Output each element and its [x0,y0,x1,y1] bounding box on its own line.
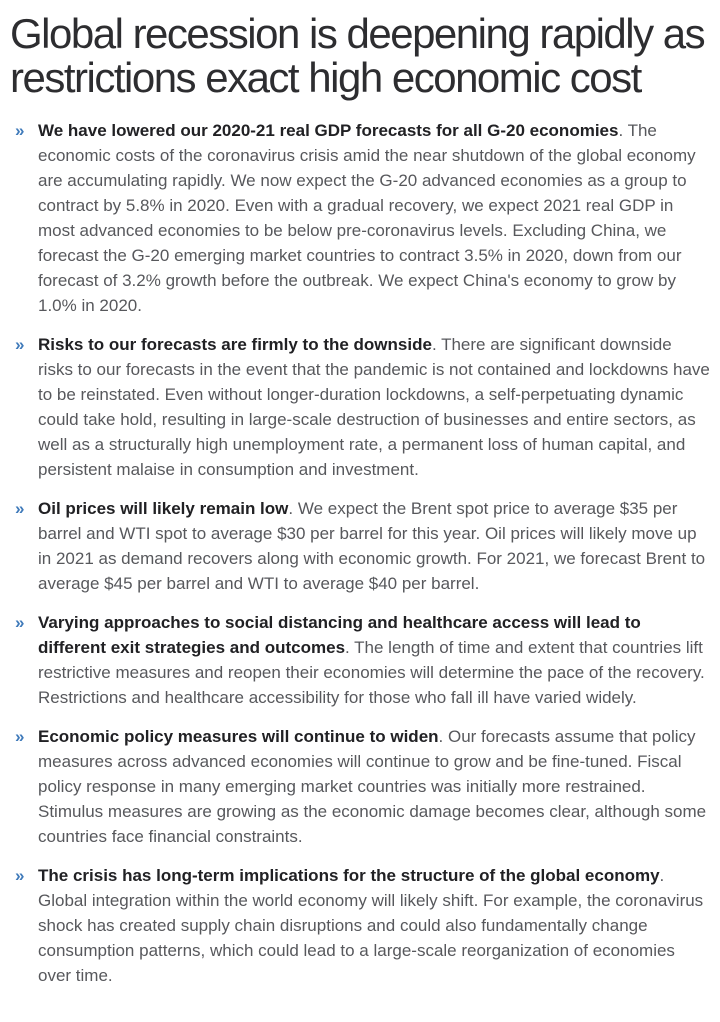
bullet-body-text: . Global integration within the world economy will likely shift. For example, the coronavirus shock has created supply chain disruptions and could also fundamentally change consumption patterns, which could lead to a large-scale reorganization of economies over time. [38,866,704,985]
bullet-lead-text: Varying approaches to social distancing and healthcare access will lead to different exit strategies and outcomes [38,613,641,657]
bullet-lead-text: The crisis has long-term implications for the structure of the global economy [38,866,660,885]
bullet-body-text: . We expect the Brent spot price to average $35 per barrel and WTI spot to average $30 per barrel for this year. Oil prices will likely move up in 2021 as demand recovers along with economic growth. For 2021, we forecast Brent to average $45 per barrel and WTI to average $40 per barrel. [38,499,706,593]
bullet-body-text: . There are significant downside risks to our forecasts in the event that the pandemic is not contained and lockdowns have to be reinstated. Even without longer-duration lockdowns, a self-perpetuating dynamic could take hold, resulting in large-scale destruction of businesses and entire sectors, as well as a structurally high unemployment rate, a permanent loss of human capital, and persistent malaise in consumption and investment. [38,335,710,479]
bullet-item [10,496,710,596]
double-chevron-bullet-icon: » [15,866,25,885]
bullet-item [10,863,710,988]
bullet-lead-text: We have lowered our 2020-21 real GDP forecasts for all G-20 economies [38,121,619,140]
bullet-item [10,724,710,849]
key-points-list [10,118,710,988]
double-chevron-bullet-icon: » [15,499,25,518]
bullet-body-text: . The economic costs of the coronavirus crisis amid the near shutdown of the global economy are accumulating rapidly. We now expect the G-20 advanced economies as a group to contract by 5.8% in 2020. Even with a gradual recovery, we expect 2021 real GDP in most advanced economies to be below pre-coronavirus levels. Excluding China, we forecast the G-20 emerging market countries to contract 3.5% in 2020, down from our forecast of 3.2% growth before the outbreak. We expect China's economy to grow by 1.0% in 2020. [38,121,696,315]
bullet-body-text: . Our forecasts assume that policy measures across advanced economies will continue to grow and be fine-tuned. Fiscal policy response in many emerging market countries was initially more restrained. Stimulus measures are growing as the economic damage becomes clear, although some countries face financial constraints. [38,727,707,846]
page-title: Global recession is deepening rapidly as restrictions exact high economic cost [10,10,705,101]
bullet-item [10,332,710,482]
bullet-lead-text: Risks to our forecasts are firmly to the downside [38,335,432,354]
double-chevron-bullet-icon: » [15,727,25,746]
bullet-item [10,118,710,318]
bullet-item [10,610,710,710]
double-chevron-bullet-icon: » [15,335,25,354]
bullet-lead-text: Economic policy measures will continue to widen [38,727,439,746]
double-chevron-bullet-icon: » [15,121,25,140]
double-chevron-bullet-icon: » [15,613,25,632]
bullet-body-text: . The length of time and extent that countries lift restrictive measures and reopen their economies will determine the pace of the recovery. Restrictions and healthcare accessibility for those who fall ill have varied widely. [38,638,705,707]
bullet-lead-text: Oil prices will likely remain low [38,499,289,518]
